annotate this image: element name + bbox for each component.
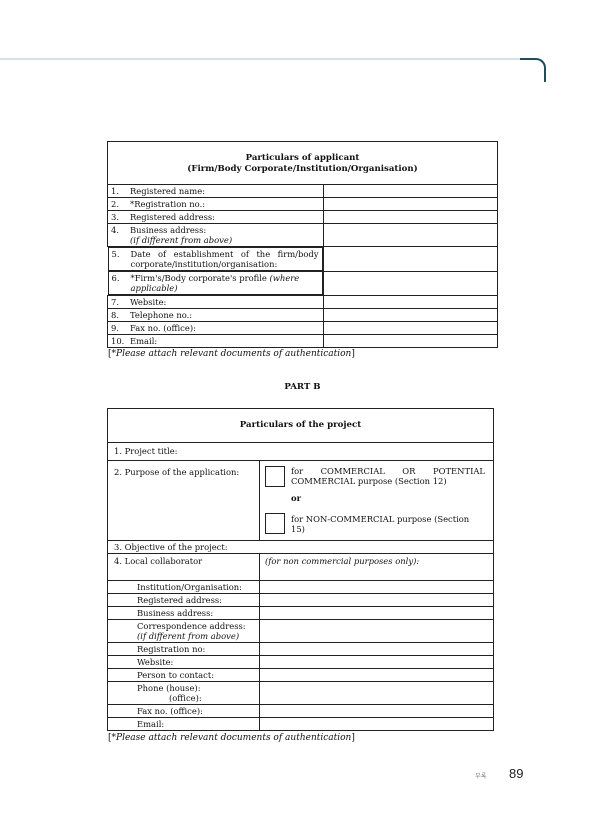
collab-value-website[interactable] [260,655,494,668]
part-b-attachment-note [108,733,355,743]
table-row [108,211,498,224]
objective-label: 3. Objective of the project: [114,542,228,552]
table-row [108,322,498,335]
purpose-label-cell [108,461,260,541]
collaborator-note-cell [260,554,494,568]
note-open-bracket: [ [108,349,112,359]
table-row [108,554,494,568]
value-cell-website[interactable] [323,296,498,309]
collab-label-business-address: Business address: [108,606,260,619]
applicant-table-title [108,142,498,185]
collab-value-business-address[interactable] [260,606,494,619]
value-cell-email[interactable] [323,335,498,348]
collab-sublabel-if-different: (if different from above) [137,630,240,641]
applicant-title-line1: Particulars of applicant [245,153,360,163]
objective-cell[interactable] [108,541,494,554]
note-open-bracket: [ [108,733,112,743]
collab-value-fax[interactable] [260,704,494,717]
value-cell-fax[interactable] [323,322,498,335]
table-row [108,271,498,296]
project-particulars-table [107,408,494,731]
table-row [108,247,498,272]
row-number: 10. [111,336,125,346]
value-cell-registered-address[interactable] [323,211,498,224]
value-cell-registration-no[interactable] [323,198,498,211]
value-cell-registered-name[interactable] [323,185,498,198]
table-row [108,619,494,642]
table-row [108,198,498,211]
table-row [108,681,494,704]
table-row [108,642,494,655]
note-text: *Please attach relevant documents of authentication [111,733,352,743]
collab-value-institution[interactable] [260,580,494,593]
non-commercial-option-label: for NON-COMMERCIAL purpose (Section 15) [291,513,470,534]
row-number: 7. [111,297,119,307]
row-label-where-applicable: (where applicable) [130,273,300,293]
collab-value-contact[interactable] [260,668,494,681]
table-row [108,655,494,668]
collab-label-fax: Fax no. (office): [108,704,260,717]
value-cell-firm-profile[interactable] [323,271,498,296]
table-row [108,296,498,309]
note-close-bracket: ] [351,733,355,743]
collab-label-website: Website: [108,655,260,668]
row-number: 5. [111,249,120,259]
value-cell-date-of-establishment[interactable] [323,247,498,272]
collab-label-phone-office: (office): [169,692,202,703]
row-label-date-of-establishment: Date of establishment of the firm/body corporate/institution/organisation: [130,249,319,269]
row-label-fax: Fax no. (office): [130,323,196,333]
purpose-options-cell [260,461,494,541]
row-label-telephone: Telephone no.: [130,310,193,320]
table-row [108,224,498,247]
collab-value-registration[interactable] [260,642,494,655]
row-label-business-address: Business address: [130,225,207,235]
row-sublabel-if-different: (if different from above) [130,235,233,245]
row-number: 6. [111,273,120,283]
row-label-firm-profile: *Firm's/Body corporate's profile [130,273,267,283]
collab-label-phone-cell [108,681,260,704]
table-row [108,593,494,606]
row-label-registration-no: *Registration no.: [130,199,206,209]
row-number: 1. [111,186,119,196]
row-number: 2. [111,199,119,209]
collab-label-contact: Person to contact: [108,668,260,681]
value-cell-telephone[interactable] [323,309,498,322]
row-label-website: Website: [130,297,167,307]
table-row [108,668,494,681]
table-row [108,461,494,541]
commercial-checkbox[interactable] [265,466,285,487]
collaborator-label-cell [108,554,260,568]
row-number: 3. [111,212,119,222]
table-row [108,541,494,554]
commercial-option-label: for COMMERCIAL OR POTENTIAL [291,466,485,476]
note-text: *Please attach relevant documents of authentication [111,349,352,359]
table-row [108,704,494,717]
part-b-heading: PART B [284,382,321,392]
collab-label-institution: Institution/Organisation: [108,580,260,593]
collaborator-label: 4. Local collaborator [114,556,203,566]
table-row [108,335,498,348]
table-row [108,443,494,461]
table-row [108,717,494,730]
project-table-title: Particulars of the project [108,409,494,443]
row-number: 9. [111,323,119,333]
project-title-label: 1. Project title: [114,446,178,456]
row-label-registered-name: Registered name: [130,186,206,196]
applicant-particulars-table [107,141,498,348]
collaborator-note: (for non commercial purposes only): [265,556,420,566]
table-row [108,309,498,322]
header-rule [0,58,522,60]
collab-value-email[interactable] [260,717,494,730]
table-row [108,606,494,619]
collab-value-correspondence[interactable] [260,619,494,642]
collab-value-registered-address[interactable] [260,593,494,606]
collab-label-registered-address: Registered address: [108,593,260,606]
applicant-title-line2: (Firm/Body Corporate/Institution/Organisation) [187,164,418,174]
commercial-option-label-line2: COMMERCIAL purpose (Section 12) [291,476,447,486]
note-close-bracket: ] [351,349,355,359]
collab-label-correspondence: Correspondence address: [137,620,246,631]
non-commercial-checkbox[interactable] [265,513,285,534]
collab-label-email: Email: [108,717,260,730]
row-number: 8. [111,310,119,320]
footer-section-label: 부록 [475,773,487,780]
value-cell-business-address[interactable] [323,224,498,247]
collab-label-phone-house: Phone (house): [137,682,201,693]
row-number: 4. [111,225,119,235]
collab-value-phone[interactable] [260,681,494,704]
purpose-label: 2. Purpose of the application: [114,467,240,477]
or-label: or [291,493,301,503]
project-title-cell[interactable] [108,443,494,461]
header-corner-mark [520,58,546,82]
row-label-email: Email: [130,336,158,346]
table-row [108,185,498,198]
collab-label-correspondence-cell [108,619,260,642]
page-number: 89 [509,766,524,781]
collab-label-registration: Registration no: [108,642,260,655]
row-label-registered-address: Registered address: [130,212,215,222]
table-row [108,580,494,593]
part-a-attachment-note [108,349,355,359]
